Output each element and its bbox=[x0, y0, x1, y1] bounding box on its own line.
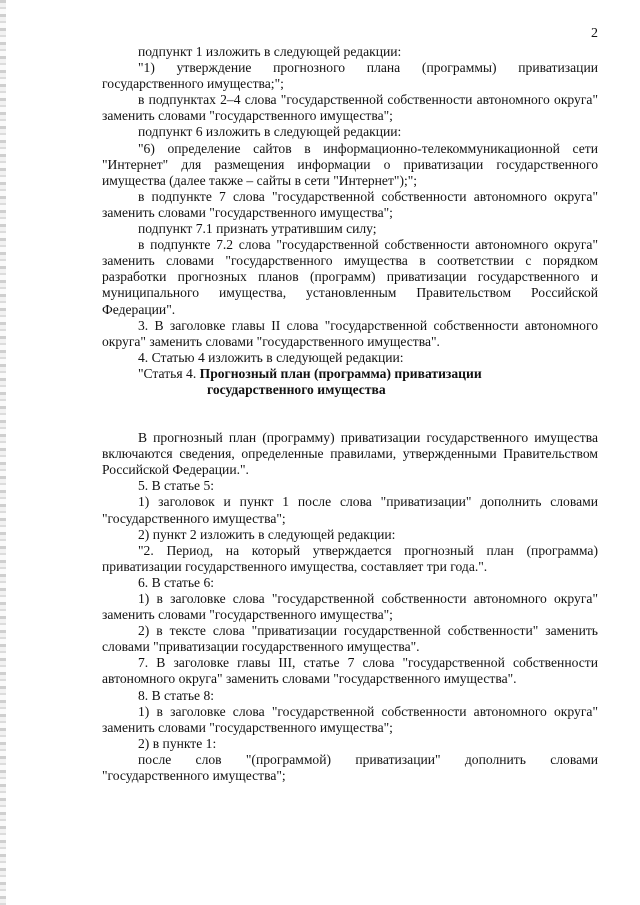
paragraph: 1) в заголовке слова "государственной собственности автономного округа" заменить словами "государственного имущества"; bbox=[102, 703, 598, 735]
paragraph: подпункт 6 изложить в следующей редакции: bbox=[138, 124, 402, 140]
paragraph: подпункт 7.1 признать утратившим силу; bbox=[138, 221, 377, 237]
paragraph: в подпункте 7 слова "государственной собственности автономного округа" заменить словами "государственного имущества"; bbox=[102, 188, 598, 220]
paragraph: в подпункте 7.2 слова "государственной собственности автономного округа" заменить словами "государственного имущества в соответствии с порядком разработки прогнозных планов (программ) приватизации государственного и муниципального имущества, установленным Правительством Российской Федерации". bbox=[102, 237, 598, 317]
article-heading-title: Прогнозный план (программа) приватизации bbox=[199, 365, 482, 381]
scan-edge-artifact bbox=[0, 0, 6, 905]
paragraph: после слов "(программой) приватизации" дополнить словами "государственного имущества"; bbox=[102, 751, 598, 784]
article-heading bbox=[102, 366, 598, 382]
paragraph: "2. Период, на который утверждается прогнозный план (программа) приватизации государственного имущества, составляет три года.". bbox=[102, 542, 598, 574]
paragraph: 4. Статью 4 изложить в следующей редакции: bbox=[138, 349, 404, 365]
paragraph: 5. В статье 5: bbox=[138, 478, 215, 494]
paragraph: 2) в тексте слова "приватизации государственной собственности" заменить словами "приватизации государственного имущества". bbox=[102, 623, 598, 655]
paragraph: В прогнозный план (программу) приватизации государственного имущества включаются сведения, определенные правилами, утвержденными Правительством Российской Федерации.". bbox=[102, 430, 598, 478]
article-heading-title-line2: государственного имущества bbox=[207, 381, 386, 397]
document-body bbox=[102, 44, 598, 784]
paragraph: подпункт 1 изложить в следующей редакции: bbox=[138, 44, 402, 59]
page-number: 2 bbox=[591, 26, 598, 41]
paragraph: 1) в заголовке слова "государственной собственности автономного округа" заменить словами "государственного имущества"; bbox=[102, 591, 598, 623]
paragraph: 1) заголовок и пункт 1 после слова "приватизации" дополнить словами "государственного имущества"; bbox=[102, 494, 598, 526]
paragraph: 3. В заголовке главы II слова "государственной собственности автономного округа" заменить словами "государственного имущества". bbox=[102, 317, 598, 349]
article-heading-prefix: "Статья 4. bbox=[138, 365, 200, 381]
paragraph: 6. В статье 6: bbox=[138, 574, 215, 590]
paragraph: 2) пункт 2 изложить в следующей редакции: bbox=[138, 526, 396, 542]
paragraph: 7. В заголовке главы III, статье 7 слова "государственной собственности автономного округа" заменить словами "государственного имущества". bbox=[102, 655, 598, 687]
paragraph: 8. В статье 8: bbox=[138, 687, 215, 703]
paragraph: "1) утверждение прогнозного плана (программы) приватизации государственного имущества;"; bbox=[102, 60, 598, 92]
paragraph: в подпунктах 2–4 слова "государственной собственности автономного округа" заменить словами "государственного имущества"; bbox=[102, 92, 598, 124]
paragraph: 2) в пункте 1: bbox=[138, 735, 217, 751]
paragraph: "6) определение сайтов в информационно-телекоммуникационной сети "Интернет" для размещения информации о приватизации государственного имущества (далее также – сайты в сети "Интернет");"; bbox=[102, 140, 598, 188]
